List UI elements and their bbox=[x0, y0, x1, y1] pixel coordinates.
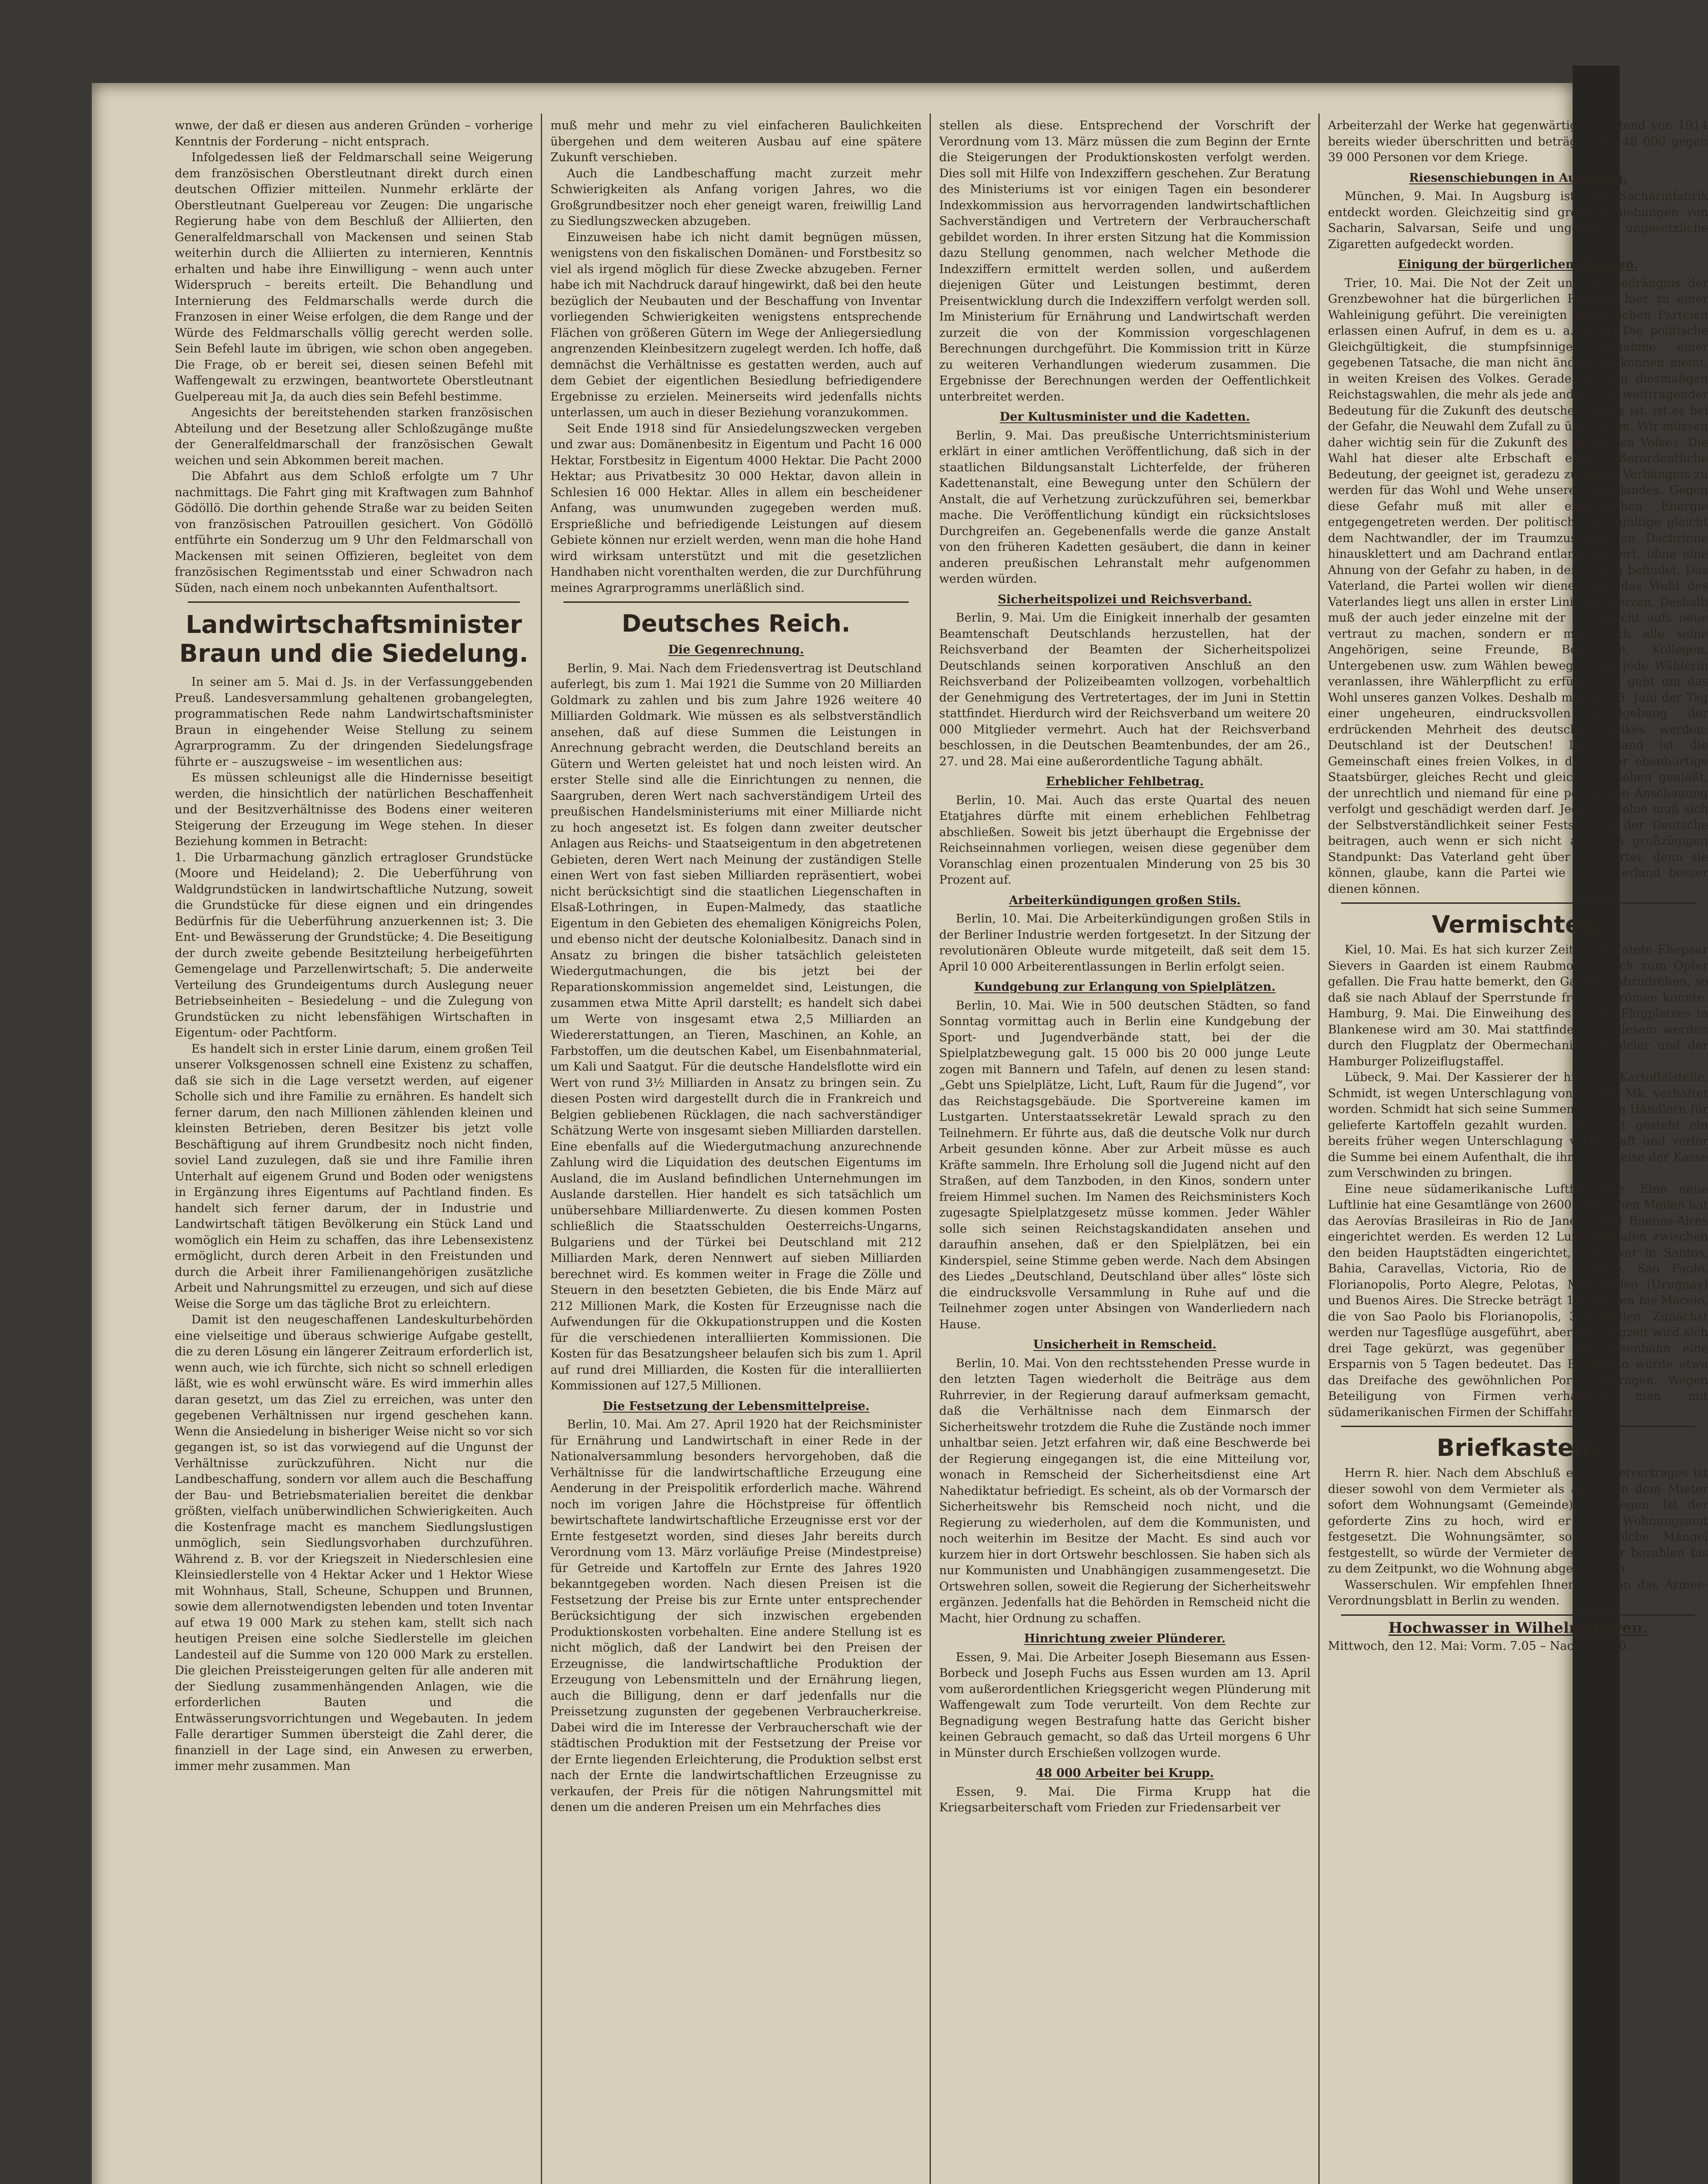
article-paragraph: Die Abfahrt aus dem Schloß erfolgte um 7 Uhr nachmittags. Die Fahrt ging mit Kraftwagen zum Bahnhof Gödöllö. Die dorthin gehende Straße war zu beiden Seiten von französischen Patrouillen gesichert. Von Gödöllö entführte ein Sonderzug um 9 Uhr den Feldmarschall von Mackensen mit seinen Offizieren, begleitet von dem französischen Regimentsstab und einer Schwadron nach Süden, nach einem noch unbekannten Aufenthaltsort. bbox=[175, 470, 533, 595]
article-paragraph: Kiel, 10. Mai. Es hat sich kurzer Zeit verheiratete Ehepaar Sievers in Gaarden ist einem Raubmordversuch zum Opfer gefallen. Die Frau hatte bemerkt, den Gashahn abzudrehen, so daß sie nach Ablauf der Sperrstunde frei ausströmen konnte. Hamburg, 9. Mai. Die Einweihung des neuen Flugplatzes in Blankenese wird am 30. Mai stattfinden. Zu diesem werden durch den Flugplatz der Obermechaniker Schleier und der Hamburger Polizeiflugstaffel. bbox=[1328, 943, 1708, 1068]
column-divider bbox=[541, 114, 542, 2184]
article-paragraph: Damit ist den neugeschaffenen Landeskulturbehörden eine vielseitige und überaus schwierige Aufgabe gestellt, die zu deren Lösung ein längerer Zeitraum erforderlich ist, wenn auch, wie ich fürchte, sich nicht so schnell erledigen läßt, wie es wohl erwünscht wäre. Es wird immerhin alles daran gesetzt, um das Ziel zu erreichen, was unter den gegebenen Verhältnissen nur irgend geschehen kann. Wenn die Ansiedelung in bisheriger Weise nicht so vor sich gegangen ist, so ist das vorwiegend auf die Ungunst der Verhältnisse zurückzuführen. Nicht nur die Landbeschaffung, sondern vor allem auch die Beschaffung der Bau- und Betriebsmaterialien bereitet die denkbar größten, vielfach unüberwindlichen Schwierigkeiten. Auch die Kostenfrage macht es manchem Siedlungslustigen unmöglich, sein Siedlungsvorhaben durchzuführen. Während z. B. vor der Kriegszeit in Niederschlesien eine Kleinsiedlerstelle von 4 Hektar Acker und 1 Hektor Wiese mit Wohnhaus, Stall, Scheune, Schuppen und Brunnen, sowie dem allernotwendigsten lebenden und toten Inventar auf etwa 19 000 Mark zu stehen kam, stellt sich nach heutigen Preisen eine solche Siedlerstelle im gleichen Landesteil auf die Summe von 120 000 Mark zu erstellen. Die gleichen Preissteigerungen gelten für alle anderen mit der Siedlung zusammenhängenden Anlagen, wie die erforderlichen Bauten und die Entwässerungsvorrichtungen und Wegebauten. In jedem Falle derartiger Summen übersteigt die Zahl derer, die finanziell in der Lage sind, ein Anwesen zu erwerben, immer mehr zusammen. Man bbox=[175, 1313, 533, 1773]
article-subheading: Riesenschiebungen in Augsburg. bbox=[1409, 171, 1627, 185]
article-paragraph: Auch die Landbeschaffung macht zurzeit mehr Schwierigkeiten als Anfang vorigen Jahres, wo die Großgrundbesitzer noch eher geneigt waren, freiwillig Land zu Siedlungszwecken abzugeben. bbox=[550, 166, 922, 228]
column-divider bbox=[930, 114, 931, 2184]
section-heading: Vermischtes. bbox=[1431, 911, 1604, 938]
section-heading: Briefkasten. bbox=[1436, 1434, 1600, 1462]
column-divider bbox=[1318, 114, 1320, 2184]
article-paragraph: Berlin, 9. Mai. Das preußische Unterrichtsministerium erklärt in einer amtlichen Veröffentlichung, daß sich in der staatlichen Bildungsanstalt Lichterfelde, der früheren Kadettenanstalt, eine Bewegung unter den Schülern der Anstalt, die auf Verhetzung zurückzuführen sei, bemerkbar mache. Die Veröffentlichung kündigt ein rücksichtsloses Durchgreifen an. Gegebenenfalls werde die ganze Anstalt von den früheren Kadetten gesäubert, die dann in keiner anderen preußischen Lehranstalt mehr aufgenommen werden würden. bbox=[939, 429, 1310, 586]
article-subheading: Die Gegenrechnung. bbox=[668, 643, 804, 657]
newspaper-page bbox=[92, 83, 1708, 2184]
article-paragraph: Lübeck, 9. Mai. Der Kassierer der hiesigen Kartoffelstelle, Schmidt, ist wegen Unterschlagung von 37 000 Mk. verhaftet worden. Schmidt hat sich seine Summen, die von Händlern für gelieferte Kartoffeln gezahlt wurden. Schmidt gesteht ein bereits früher wegen Unterschlagung vorbestraft und verlor die Summe bei einem Aufenthalt, die ihm eine Reise der Kasse zum Verschwinden zu bringen. bbox=[1328, 1071, 1708, 1180]
section-rule bbox=[1341, 902, 1695, 904]
article-paragraph: Wasserschulen. Wir empfehlen Ihnen, sich an das Armee-Verordnungsblatt in Berlin zu wenden. bbox=[1328, 1578, 1708, 1607]
article-paragraph: Berlin, 10. Mai. Von den rechtsstehenden Presse wurde in den letzten Tagen wiederholt die Beiträge aus dem Ruhrrevier, in der Regierung darauf aufmerksam gemacht, daß die Verhältnisse nach dem Einmarsch der Sicherheitswehr trotzdem die Ruhe die Zustände noch immer unhaltbar seien. Jetzt erfahren wir, daß eine Beschwerde bei der Regierung eingegangen ist, die eine Mitteilung vor, wonach in Remscheid der Sicherheitsdienst eine Art Nahediktatur befriedigt. Es scheint, als ob der Vormarsch der Sicherheitswehr bis Remscheid noch nicht, und die Regierung zu wiederholen, auf dem die Kommunisten, und noch weiterhin im Besitze der Macht. Es sind auch vor kurzem hier in dort Ortswehr beschlossen. Sie haben sich als nur Kommunisten und Unabhängigen zusammengesetzt. Die Ortswehren sollen, soweit die Regierung der Sicherheitswehr ergänzen. Jedenfalls hat die Behörden in Remscheid nicht die Macht, hier Ordnung zu schaffen. bbox=[939, 1356, 1310, 1625]
article-paragraph: Berlin, 10. Mai. Am 27. April 1920 hat der Reichsminister für Ernährung und Landwirtschaft in einer Rede in der Nationalversammlung besonders hervorgehoben, daß die Verhältnisse für die landwirtschaftliche Erzeugung eine Aenderung in der Preispolitik erforderlich mache. Während noch im vorigen Jahre die Höchstpreise für öffentlich bewirtschaftete landwirtschaftliche Erzeugnisse erst vor der Ernte festgesetzt worden, sind dieses Jahr bereits durch Verordnung vom 13. März vorläufige Preise (Mindestpreise) für Getreide und Kartoffeln zur Ernte des Jahres 1920 bekanntgegeben worden. Nach diesen Preisen ist die Festsetzung der Preise bis zur Ernte unter entsprechender Berücksichtigung der sich inzwischen ergebenden Produktionskosten vorbehalten. Eine andere Stellung ist es nicht möglich, daß der Landwirt bei den Preisen der Erzeugnisse, die landwirtschaftliche Produktion der Erzeugung von Lebensmitteln und der Ernährung liegen, auch die Billigung, denn er darf jedenfalls nur die Preissetzung zugunsten der gegebenen Verbraucherkreise. Dabei wird die im Interesse der Verbraucherschaft wie der städtischen Produktion mit der Festsetzung der Preise vor der Ernte liegenden Erleichterung, die Produktion selbst erst nach der Ernte die landwirtschaftlichen Erzeugnisse zu verkaufen, der Preis für die nötigen Nahrungsmittel mit denen um die anderen Preisen um ein Mehrfaches dies bbox=[550, 1418, 922, 1814]
section-rule bbox=[188, 601, 520, 603]
article-subheading: Erheblicher Fehlbetrag. bbox=[1046, 775, 1204, 788]
section-heading: Deutsches Reich. bbox=[622, 610, 851, 637]
article-paragraph: muß mehr und mehr zu viel einfacheren Baulichkeiten übergehen und dem weiteren Ausbau auf eine spätere Zukunft verschieben. bbox=[550, 119, 922, 164]
section-rule bbox=[1341, 1426, 1695, 1427]
column-3 bbox=[939, 118, 1310, 2184]
column-2 bbox=[550, 118, 922, 2184]
article-paragraph: wnwe, der daß er diesen aus anderen Gründen – vorherige Kenntnis der Forderung – nicht entsprach. bbox=[175, 119, 533, 149]
article-subheading: Unsicherheit in Remscheid. bbox=[1033, 1338, 1217, 1351]
article-paragraph: München, 9. Mai. In Augsburg ist eine Sacharinfabrik entdeckt worden. Gleichzeitig sind große Schiebungen von Sacharin, Salvarsan, Seife und ungeheure ungesetzliche Zigaretten aufgedeckt worden. bbox=[1328, 190, 1708, 251]
article-paragraph: In seiner am 5. Mai d. Js. in der Verfassunggebenden Preuß. Landesversammlung gehaltenen grobangelegten, programmatischen Rede nahm Landwirtschaftsminister Braun in eingehender Weise Stellung zu seinem Agrarprogramm. Zu der dringenden Siedelungsfrage führte er – auszugsweise – im wesentlichen aus: bbox=[175, 675, 533, 769]
article-paragraph: Es handelt sich in erster Linie darum, einem großen Teil unserer Volksgenossen schnell eine Existenz zu schaffen, daß sie sich in die Lage versetzt werden, auf eigener Scholle sich und ihre Familie zu ernähren. Es handelt sich ferner darum, den nach Millionen zählenden kleinen und kleinsten Betrieben, deren Besitzer bis jetzt volle Beschäftigung auf ihrem Grundbesitz noch nicht finden, soviel Land zuzulegen, daß sie und ihre Familie ihren Unterhalt auf eigenem Grund und Boden oder wenigstens in Ergänzung ihres Eigentums auf Pachtland finden. Es handelt sich ferner darum, der in Industrie und Landwirtschaft tätigen Bevölkerung ein Stück Land und womöglich ein Heim zu schaffen, das ihre Lebensexistenz ermöglicht, durch deren Arbeit in den Freistunden und durch die Arbeit ihrer Familienangehörigen zusätzliche Arbeit und Nahrungsmittel zu erzeugen, und sich auf diese Weise die Sorge um das tägliche Brot zu erleichtern. bbox=[175, 1042, 533, 1311]
article-subheading: Arbeiterkündigungen großen Stils. bbox=[1009, 893, 1241, 907]
article-subheading: 48 000 Arbeiter bei Krupp. bbox=[1036, 1766, 1214, 1780]
article-paragraph: Trier, 10. Mai. Die Not der Zeit und die Bedrängnis der Grenzbewohner hat die bürgerlichen Parteien hier zu einer Wahleinigung geführt. Die vereinigten bürgerlichen Parteien erlassen einen Aufruf, in dem es u. a. heißt: Die politische Gleichgültigkeit, die stumpfsinnige Hinnahme einer gegebenen Tatsache, die man nicht ändern zu können meint, in weiten Kreisen des Volkes. Gerade bei den diesmaligen Reichstagswahlen, die mehr als jede andere von weittragender Bedeutung für die Zukunft des deutschen Volkes ist, ist es bei der Gefahr, die Neuwahl dem Zufall zu überlassen. Wir müssen daher wichtig sein für die Zukunft des deutschen Volkes. Die Wahl hat dieser alte Erbschaft eine außerordentliche Bedeutung, der geeignet ist, geradezu zu einem Verhängnis zu werden für das Wohl und Wehe unseres Vaterlandes. Gegen diese Gefahr muß mit aller erdenklichen Energie entgegengetreten werden. Der politisch Gleichgültige gleicht dem Nachtwandler, der im Traumzustande an Dachrinne hinausklettert und am Dachrand entlang spaziert, ohne eine Ahnung von der Gefahr zu haben, in der er sich befindet. Das Vaterland, die Partei wollen wir dienen und das Wohl des Vaterlandes liegt uns allen in erster Linie am Herzen. Deshalb muß der auch jeder einzelne mit der Wahlpflicht aufs neue vertraut zu machen, sondern er muß auch alle seine Angehörigen, seine Freunde, Bekannten, Kollegen, Untergebenen usw. zum Wählen bewegen und jede Wählerin veranlassen, ihre Wählerpflicht zu erfüllen. Es geht um das Wohl unseres ganzen Volkes. Deshalb muß der 6. Juni der Tag einer ungeheuren, eindrucksvollen Kundgebung der erdrückenden Mehrheit des deutschen Volkes werden: Deutschland ist der Deutschen! Deutschland ist die Gemeinschaft eines freien Volkes, in dem jeder ebenbürtige Staatsbürger, gleiches Recht und gleiches Ansehen genießt, der unrechtlich und niemand für eine politischen Anschauung verfolgt und geschädigt werden darf. Jeder Einzelne muß sich der Selbstverständlichkeit seiner Feststellung der Deutsche beitragen, auch wenn er sich nicht auf dem großzügigen Standpunkt: Das Vaterland geht über die Partei, denn sie können, glaube, kann die Partei wie das Vaterland besser dienen können. bbox=[1328, 276, 1708, 896]
article-subheading: Einigung der bürgerlichen Parteien. bbox=[1397, 258, 1639, 271]
column-1 bbox=[175, 118, 533, 2184]
article-paragraph: Eine neue südamerikanische Luftfahrtlinie. Eine neue Luftlinie hat eine Gesamtlänge von 2600 englischen Meilen hat das Aerovías Brasileiras in Rio de Janeiro und Buenos-Aires eingerichtet werden. Es werden 12 Luftschiffhafen zwischen den beiden Hauptstädten eingerichtet, und zwar in Santos, Bahia, Caravellas, Victoria, Rio de Janeiro, Sao Paolo, Florianopolis, Porto Alegre, Pelotas, Montevideo (Uruguay) und Buenos Aires. Die Strecke beträgt 123 Meilen bis Maceio, die von Sao Paolo bis Florianopolis, 319 Meilen. Zunächst werden nur Tagesflüge ausgeführt, aber die Flugzeit wird sich drei Tage gekürzt, was gegenüber der Eisenbahn eine Ersparnis von 5 Tagen bedeutet. Das Briefporto würde etwa das Dreifache des gewöhnlichen Portos betragen. Wegen Beteiligung von Firmen verhandelt man mit südamerikanischen Firmen der Schiffahrt. bbox=[1328, 1182, 1708, 1419]
article-paragraph: Angesichts der bereitstehenden starken französischen Abteilung und der Besetzung aller Schloßzugänge mußte der Generalfeldmarschall der französischen Gewalt weichen und sein Abkommen bereit machen. bbox=[175, 406, 533, 467]
tide-heading: Hochwasser in Wilhelmshaven. bbox=[1388, 1619, 1648, 1637]
article-subheading: Sicherheitspolizei und Reichsverband. bbox=[998, 592, 1252, 606]
article-paragraph: Berlin, 10. Mai. Die Arbeiterkündigungen großen Stils in der Berliner Industrie werden fortgesetzt. In der Sitzung der revolutionären Obleute wurde mitgeteilt, daß seit dem 15. April 10 000 Arbeiterentlassungen in Berlin erfolgt seien. bbox=[939, 912, 1310, 974]
article-paragraph: Seit Ende 1918 sind für Ansiedelungszwecken vergeben und zwar aus: Domänenbesitz in Eigentum und Pacht 16 000 Hektar, Forstbesitz in Eigentum 4000 Hektar. Die Pacht 2000 Hektar; aus Privatbesitz 30 000 Hektar, davon allein in Schlesien 16 000 Hektar. Alles in allem ein bescheidener Anfang, was unumwunden zugegeben werden muß. Ersprießliche und befriedigende Leistungen auf diesem Gebiete können nur erzielt werden, wenn man die hohe Hand wird wirksam unterstützt und mit die gesetzlichen Handhaben nicht vorenthalten werden, die zur Durchführung meines Agrarprogramms unerläßlich sind. bbox=[550, 422, 922, 595]
article-paragraph: Berlin, 9. Mai. Nach dem Friedensvertrag ist Deutschland auferlegt, bis zum 1. Mai 1921 die Summe von 20 Milliarden Goldmark zu zahlen und bis zum Jahre 1926 weitere 40 Milliarden Goldmark. Wie müssen es als selbstverständlich ansehen, daß auf diese Summen die Leistungen in Anrechnung gebracht werden, die Deutschland bereits an Gütern und Werten geleistet hat und noch leisten wird. An erster Stelle sind alle die Einrichtungen zu nennen, die Saargruben, deren Wert nach sachverständigem Urteil des preußischen Handelsministeriums mit einer Milliarde nicht zu hoch angesetzt ist. Es folgen dann zweiter deutscher Anlagen aus Reichs- und Staatseigentum in den abgetretenen Gebieten, deren Wert nach Meinung der zuständigen Stelle einen Wert von fast sieben Milliarden repräsentiert, wobei nicht berücksichtigt sind die staatlichen Liegenschaften in Elsaß-Lothringen, in Eupen-Malmedy, das staatliche Eigentum in den Gebieten des ehemaligen Königreichs Polen, und ebenso nicht der deutsche Kolonialbesitz. Danach sind in Ansatz zu bringen die bisher tatsächlich geleisteten Wiedergutmachungen, die bis jetzt bei der Reparationskommission angemeldet sind, Leistungen, die zusammen etwa Mitte April darstellt; es handelt sich dabei um Werte von insgesamt etwa 2,5 Milliarden an Wiedererstattungen, an Tieren, Maschinen, an Kohle, an Farbstoffen, um die deutschen Kabel, um Eisenbahnmaterial, um Kali und Saatgut. Für die deutsche Handelsflotte wird ein Wert von rund 3½ Milliarden in Ansatz zu bringen sein. Zu diesen Posten wird dargestellt durch die in Frankreich und Belgien gebliebenen Rücklagen, die nach sachverständiger Schätzung Werte von insgesamt sieben Milliarden darstellen. Eine ebenfalls auf die Wiedergutmachung anzurechnende Zahlung wird die Liquidation des deutschen Eigentums im Ausland, die im Ausland befindlichen Unternehmungen im Auslande darstellen. Hier handelt es sich tatsächlich um unübersehbare Milliardenwerte. Zu diesen kommen Posten schließlich die Staatsschulden Oesterreichs-Ungarns, Bulgariens und der Türkei bei Deutschland mit 212 Milliarden Mark, deren Nennwert auf sieben Milliarden berechnet wird. Es kommen weiter in Frage die Zölle und Steuern in den besetzten Gebieten, die bis Ende März auf 212 Millionen Mark, die Kosten für Erzeugnisse nach die Aufwendungen für die Okkupationstruppen und die Kosten für die verschiedenen interalliierten Kommissionen. Die Kosten für das Besatzungsheer belaufen sich bis zum 1. April auf rund drei Milliarden, die Kosten für die interalliierten Kommissionen auf 127,5 Millionen. bbox=[550, 661, 922, 1393]
article-heading: Landwirtschaftsminister Braun und die Siedelung. bbox=[179, 611, 529, 668]
section-rule bbox=[1341, 1614, 1695, 1616]
column-4 bbox=[1328, 118, 1708, 2184]
article-paragraph: Einzuweisen habe ich nicht damit begnügen müssen, wenigstens von den fiskalischen Domänen- und Forstbesitz so viel als irgend möglich für diese Zwecke abzugeben. Ferner habe ich mit Nachdruck darauf hingewirkt, daß bei den heute bezüglich der Neubauten und der Beschaffung von Inventar vorliegenden Schwierigkeiten wenigstens entsprechende Flächen von größeren Gütern im Wege der Anliegersiedlung angrenzenden Kleinbesitzern zugelegt werden. Ich hoffe, daß demnächst die Verhältnisse es gestatten werden, auch auf dem Gebiet der eigentlichen Besiedlung befriedigendere Ergebnisse zu erzielen. Meinerseits wird jedenfalls nichts unterlassen, um auch in dieser Beziehung voranzukommen. bbox=[550, 230, 922, 419]
article-paragraph: Berlin, 10. Mai. Wie in 500 deutschen Städten, so fand Sonntag vormittag auch in Berlin eine Kundgebung der Sport- und Jugendverbände statt, bei der die Spielplatzbewegung galt. 15 000 bis 20 000 junge Leute zogen mit Bannern und Tafeln, auf denen zu lesen stand: „Gebt uns Spielplätze, Licht, Luft, Raum für die Jugend“, vor das Reichstagsgebäude. Die Sportvereine kamen im Lustgarten. Unterstaatssekretär Lewald sprach zu den Teilnehmern. Er führte aus, daß die deutsche Volk nur durch Arbeit gesunden könne. Aber zur Arbeit müsse es auch Kräfte sammeln. Ihre Erholung soll die Jugend nicht auf den Straßen, auf dem Tanzboden, in den Kinos, sondern unter freiem Himmel suchen. Im Namen des Reichsministers Koch zugesagte Spielplatzgesetz müsse kommen. Jeder Wähler solle sich seinen Reichstagskandidaten ansehen und daraufhin ansehen, daß er den Spielplätzen, bei ein Kinderspiel, seine Stimme geben werde. Nach dem Absingen des Liedes „Deutschland, Deutschland über alles“ löste sich die eindrucksvolle Versammlung in Ruhe auf und die Teilnehmer zogen unter Absingen von Wanderliedern nach Hause. bbox=[939, 999, 1310, 1331]
article-paragraph: Berlin, 10. Mai. Auch das erste Quartal des neuen Etatjahres dürfte mit einem erheblichen Fehlbetrag abschließen. Soweit bis jetzt überhaupt die Ergebnisse der Reichseinnahmen vorliegen, weisen diese gegenüber dem Voranschlag einen prozentualen Minderung von 25 bis 30 Prozent auf. bbox=[939, 793, 1310, 887]
article-paragraph: Essen, 9. Mai. Die Firma Krupp hat die Kriegsarbeiterschaft vom Frieden zur Friedensarbeit ver bbox=[939, 1785, 1310, 1814]
article-list: 1. Die Urbarmachung gänzlich ertragloser Grundstücke (Moore und Heideland); 2. Die Ueberführung von Waldgrundstücken in landwirtschaftliche Nutzung, soweit die Grundstücke für diese eignen und ein dringendes Bedürfnis für die Ueberführung anzuerkennen ist; 3. Die Ent- und Bewässerung der Grundstücke; 4. Die Beseitigung der durch zweite gebende Besitzteilung herbeigeführten Gemengelage und Parzellenwirtschaft; 5. Die anderweite Verteilung des Grundeigentums durch Auslegung neuer Betriebseinheiten – Besiedelung – und die Zulegung von Grundstücken zu nicht lebensfähigen Wirtschaften in Eigentum- oder Pachtform. bbox=[175, 850, 533, 1040]
article-paragraph: Infolgedessen ließ der Feldmarschall seine Weigerung dem französischen Oberstleutnant direkt durch einen deutschen Offizier mitteilen. Nunmehr erklärte der Oberstleutnant Guelpereau vor Zeugen: Die ungarische Regierung habe von dem Beschluß der Alliierten, den Generalfeldmarschall von Mackensen und seinen Stab weiterhin durch die Alliierten zu internieren, Kenntnis erhalten und habe ihre Einwilligung – wenn auch unter Widerspruch – bereits erteilt. Die Behandlung und Internierung des Feldmarschalls werde durch die Franzosen in einer Weise erfolgen, die dem Range und der Würde des Feldmarschalls völlig gerecht werden solle. Sein Befehl laute im übrigen, wie schon oben angegeben. Die Frage, ob er bereit sei, diesen seinen Befehl mit Waffengewalt zu erzwingen, beantwortete Oberstleutnant Guelpereau mit Ja, da auch dies sein Befehl bestimme. bbox=[175, 151, 533, 404]
article-paragraph: Herrn R. hier. Nach dem Abschluß eines Mietvertrages ist dieser sowohl von dem Vermieter als auch von dem Mieter sofort dem Wohnungsamt (Gemeinde) vorzulegen. Ist der geforderte Zins zu hoch, wird er vom Wohnungsamt festgesetzt. Die Wohnungsämter, soweit solche Mängel festgestellt, so würde der Vermieter den Fehler bezahlen bis zu dem Zeitpunkt, wo die Wohnung abgenommen. bbox=[1328, 1466, 1708, 1576]
article-subheading: Die Festsetzung der Lebensmittelpreise. bbox=[602, 1399, 870, 1413]
article-paragraph: Arbeiterzahl der Werke hat gegenwärtig den Stand von 1914 bereits wieder überschritten und beträgt etwa 48 000 gegen 39 000 Personen vor dem Kriege. bbox=[1328, 119, 1708, 164]
section-rule bbox=[564, 601, 909, 603]
article-paragraph: Berlin, 9. Mai. Um die Einigkeit innerhalb der gesamten Beamtenschaft Deutschlands herzustellen, hat der Reichsverband der Beamten der Sicherheitspolizei Deutschlands seinen korporativen Anschluß an den Reichsverband der Polizeibeamten vollzogen, vorbehaltlich der Genehmigung des Vertretertages, der im Juni in Stettin stattfindet. Hierdurch wird der Reichsverband um weitere 20 000 Mitglieder vermehrt. Auch hat der Reichsverband beschlossen, in die Deutschen Beamtenbundes, der am 26., 27. und 28. Mai eine außerordentliche Tagung abhält. bbox=[939, 611, 1310, 768]
article-subheading: Kundgebung zur Erlangung von Spielplätzen. bbox=[974, 980, 1276, 994]
article-subheading: Hinrichtung zweier Plünderer. bbox=[1024, 1632, 1226, 1645]
article-paragraph: Es müssen schleunigst alle die Hindernisse beseitigt werden, die hinsichtlich der natürlichen Beschaffenheit und der Besitzverhältnisse des Bodens einer weiteren Steigerung der Erzeugung im Wege stehen. In dieser Beziehung kommen in Betracht: bbox=[175, 771, 533, 848]
tide-times: Mittwoch, den 12. Mai: Vorm. 7.05 – Nachm. 7.20. bbox=[1328, 1639, 1630, 1653]
article-paragraph: Essen, 9. Mai. Die Arbeiter Joseph Biesemann aus Essen-Borbeck und Joseph Fuchs aus Essen wurden am 13. April vom außerordentlichen Kriegsgericht wegen Plünderung mit Waffengewalt zum Tode verurteilt. Von dem Rechte zur Begnadigung wegen Bestrafung hatte das Gericht bisher keinen Gebrauch gemacht, so daß das Urteil morgens 6 Uhr in Münster durch Erschießen vollzogen wurde. bbox=[939, 1650, 1310, 1760]
article-subheading: Der Kultusminister und die Kadetten. bbox=[999, 410, 1250, 424]
article-paragraph: stellen als diese. Entsprechend der Vorschrift der Verordnung vom 13. März müssen die zum Beginn der Ernte die Steigerungen der Produktionskosten verfolgt werden. Dies soll mit Hilfe von Indexziffern geschehen. Zur Beratung des Ministeriums ist vor einigen Tagen ein besonderer Indexkommission aus hervorragenden landwirtschaftlichen Sachverständigen und Vertretern der Verbraucherschaft gebildet worden. In ihrer ersten Sitzung hat die Kommission dazu Stellung genommen, nach welcher Methode die Indexziffern ermittelt werden sollen, und außerdem diejenigen Güter und Leistungen bestimmt, deren Preisentwicklung durch die Indexziffern verfolgt werden soll. Im Ministerium für Ernährung und Landwirtschaft werden zurzeit die von der Kommission vorgeschlagenen Berechnungen durchgeführt. Die Kommission tritt in Kürze zu weiteren Verhandlungen wiederum zusammen. Die Ergebnisse der Berechnungen werden der Oeffentlichkeit unterbreitet werden. bbox=[939, 119, 1310, 404]
